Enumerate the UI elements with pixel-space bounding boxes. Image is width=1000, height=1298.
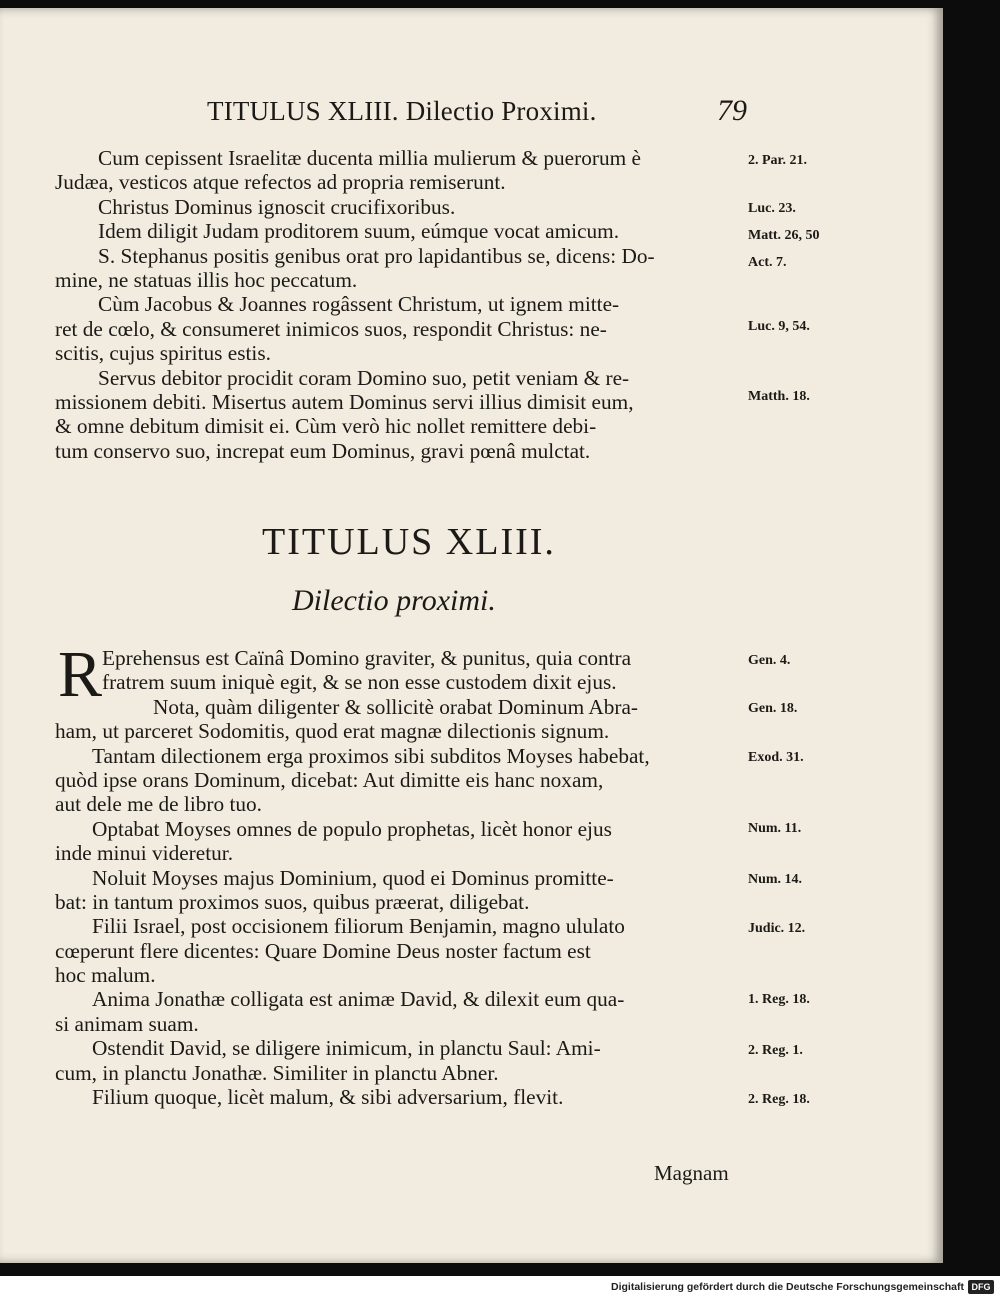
margin-reference: Matt. 26, 50 (748, 228, 820, 244)
footer-bar (0, 1276, 1000, 1298)
text-line: ham, ut parceret Sodomitis, quod erat magnæ dilectionis signum. (55, 719, 610, 744)
top-text-block (55, 146, 745, 463)
text-line: Anima Jonathæ colligata est animæ David, & dilexit eum qua- (92, 987, 625, 1012)
margin-reference: 2. Reg. 18. (748, 1091, 810, 1107)
text-line: Tantam dilectionem erga proximos sibi subditos Moyses habebat, (92, 743, 650, 768)
margin-reference: Judic. 12. (748, 921, 806, 937)
margin-reference: 2. Par. 21. (748, 152, 807, 168)
text-line: fratrem suum iniquè egit, & se non esse custodem dixit ejus. (102, 670, 617, 695)
text-line: Servus debitor procidit coram Domino suo, petit veniam & re- (98, 365, 630, 390)
margin-reference: 1. Reg. 18. (748, 991, 810, 1007)
text-line: Ostendit David, se diligere inimicum, in planctu Saul: Ami- (92, 1036, 601, 1061)
margin-reference: Luc. 9, 54. (748, 318, 810, 334)
text-line: mine, ne statuas illis hoc peccatum. (55, 267, 358, 292)
section-subtitle: Dilectio proximi. (292, 584, 496, 617)
text-line: cœperunt flere dicentes: Quare Domine Deus noster factum est (55, 938, 591, 963)
margin-reference: Exod. 31. (748, 750, 804, 766)
text-line: bat: in tantum proximos suos, quibus præerat, diligebat. (55, 889, 530, 914)
text-line: hoc malum. (55, 963, 156, 988)
text-line: Eprehensus est Caïnâ Domino graviter, & punitus, quia contra (102, 646, 632, 670)
section-title: TITULUS XLIII. (262, 521, 556, 563)
margin-reference: Gen. 18. (748, 701, 798, 717)
text-line: Nota, quàm diligenter & sollicitè orabat Dominum Abra- (153, 694, 638, 719)
text-line: inde minui videretur. (55, 841, 234, 866)
text-line: missionem debiti. Misertus autem Dominus servi illius dimisit eum, (55, 389, 634, 414)
text-line: ret de cœlo, & consumeret inimicos suos, respondit Christus: ne- (55, 316, 607, 341)
text-line: Cum cepissent Israelitæ ducenta millia mulierum & puerorum è (98, 146, 641, 170)
text-line: Filii Israel, post occisionem filiorum Benjamin, magno ululato (92, 914, 625, 939)
margin-reference: Matth. 18. (748, 389, 810, 405)
margin-reference: 2. Reg. 1. (748, 1043, 803, 1059)
text-line: Christus Dominus ignoscit crucifixoribus. (98, 194, 456, 219)
running-head: TITULUS XLIII. Dilectio Proximi. (207, 96, 597, 126)
footer-credit: Digitalisierung gefördert durch die Deutsche Forschungsgemeinschaft (611, 1281, 964, 1293)
margin-reference: Gen. 4. (748, 652, 791, 668)
text-line: Noluit Moyses majus Dominium, quod ei Dominus promitte- (92, 865, 614, 890)
book-page (0, 8, 943, 1263)
dfg-logo: DFG (968, 1280, 994, 1294)
text-line: scitis, cujus spiritus estis. (55, 341, 271, 366)
text-line: & omne debitum dimisit ei. Cùm verò hic nollet remittere debi- (55, 414, 597, 439)
margin-reference: Act. 7. (748, 255, 787, 271)
text-line: Filium quoque, licèt malum, & sibi adversarium, flevit. (92, 1085, 564, 1110)
margin-reference: Luc. 23. (748, 201, 796, 217)
text-line: cum, in planctu Jonathæ. Similiter in planctu Abner. (55, 1060, 499, 1085)
text-line: si animam suam. (55, 1011, 199, 1036)
text-line: quòd ipse orans Dominum, dicebat: Aut dimitte eis hanc noxam, (55, 767, 604, 792)
text-line: Idem diligit Judam proditorem suum, eúmque vocat amicum. (98, 219, 620, 244)
catchword: Magnam (654, 1161, 729, 1185)
text-line: Optabat Moyses omnes de populo prophetas, licèt honor ejus (92, 816, 612, 841)
text-line: Cùm Jacobus & Joannes rogâssent Christum, ut ignem mitte- (98, 292, 620, 317)
bottom-text-block (55, 638, 745, 1110)
page-number: 79 (717, 94, 747, 127)
text-line: aut dele me de libro tuo. (55, 792, 262, 817)
margin-reference: Num. 11. (748, 821, 802, 836)
margin-reference: Num. 14. (748, 872, 803, 888)
text-line: tum conservo suo, increpat eum Dominus, gravi pœnâ mulctat. (55, 438, 591, 463)
text-line: S. Stephanus positis genibus orat pro lapidantibus se, dicens: Do- (98, 243, 655, 268)
text-line: Judæa, vesticos atque refectos ad propria remiserunt. (55, 170, 506, 195)
drop-capital: R (58, 638, 103, 711)
